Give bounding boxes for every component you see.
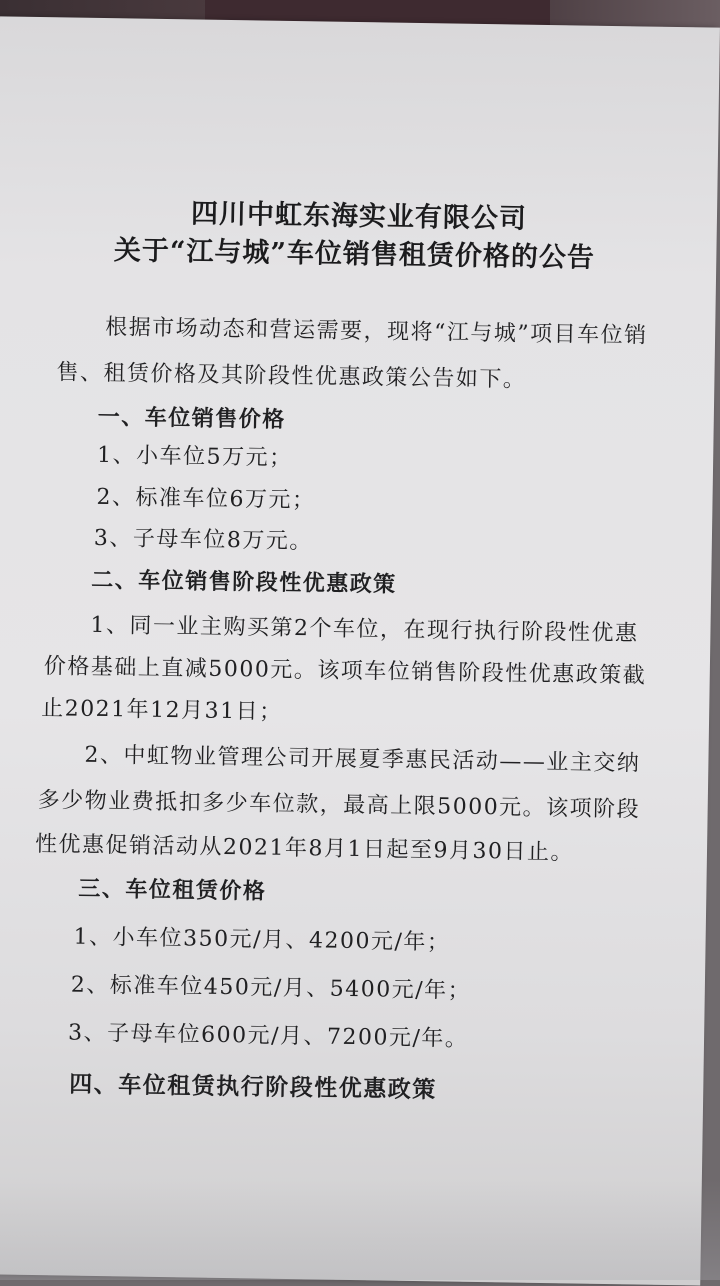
sale-discount-paragraph-1-line-2: 价格基础上直减5000元。该项车位销售阶段性优惠政策截: [43, 654, 647, 689]
rental-price-item-parent-child: 3、子母车位600元/月、7200元/年。: [67, 1020, 469, 1052]
sale-discount-paragraph-2-line-3: 性优惠促销活动从2021年8月1日起至9月30日止。: [34, 831, 575, 866]
sale-discount-paragraph-2-line-2: 多少物业费抵扣多少车位款，最高上限5000元。该项阶段: [37, 788, 641, 823]
sale-discount-paragraph-1-line-1: 1、同一业主购买第2个车位，在现行执行阶段性优惠: [90, 612, 639, 647]
document-title-subject: 关于“江与城”车位销售租赁价格的公告: [113, 235, 596, 274]
section-heading-sale-discount: 二、车位销售阶段性优惠政策: [91, 566, 397, 598]
rental-price-item-small: 1、小车位350元/月、4200元/年；: [73, 924, 451, 956]
sale-discount-paragraph-2-line-1: 2、中虹物业管理公司开展夏季惠民活动——业主交纳: [84, 742, 641, 777]
document-title-company: 四川中虹东海实业有限公司: [190, 198, 528, 235]
paper-shadow: [0, 1180, 720, 1280]
intro-text-line-1: 根据市场动态和营运需要，现将“江与城”项目车位销: [104, 315, 648, 349]
sale-price-item-standard: 2、标准车位6万元；: [96, 484, 316, 514]
section-heading-sale-price: 一、车位销售价格: [97, 403, 286, 433]
sale-discount-paragraph-1-line-3: 止2021年12月31日；: [40, 696, 283, 725]
intro-text-line-2: 售、租赁价格及其阶段性优惠政策公告如下。: [56, 360, 527, 393]
section-heading-rental-price: 三、车位租赁价格: [78, 875, 267, 905]
sale-price-item-small: 1、小车位5万元；: [96, 442, 293, 471]
section-heading-rental-discount: 四、车位租赁执行阶段性优惠政策: [69, 1070, 437, 1104]
paper-sheet: [0, 16, 720, 1285]
sale-price-item-parent-child: 3、子母车位8万元。: [93, 525, 314, 555]
rental-price-item-standard: 2、标准车位450元/月、5400元/年；: [70, 972, 472, 1004]
